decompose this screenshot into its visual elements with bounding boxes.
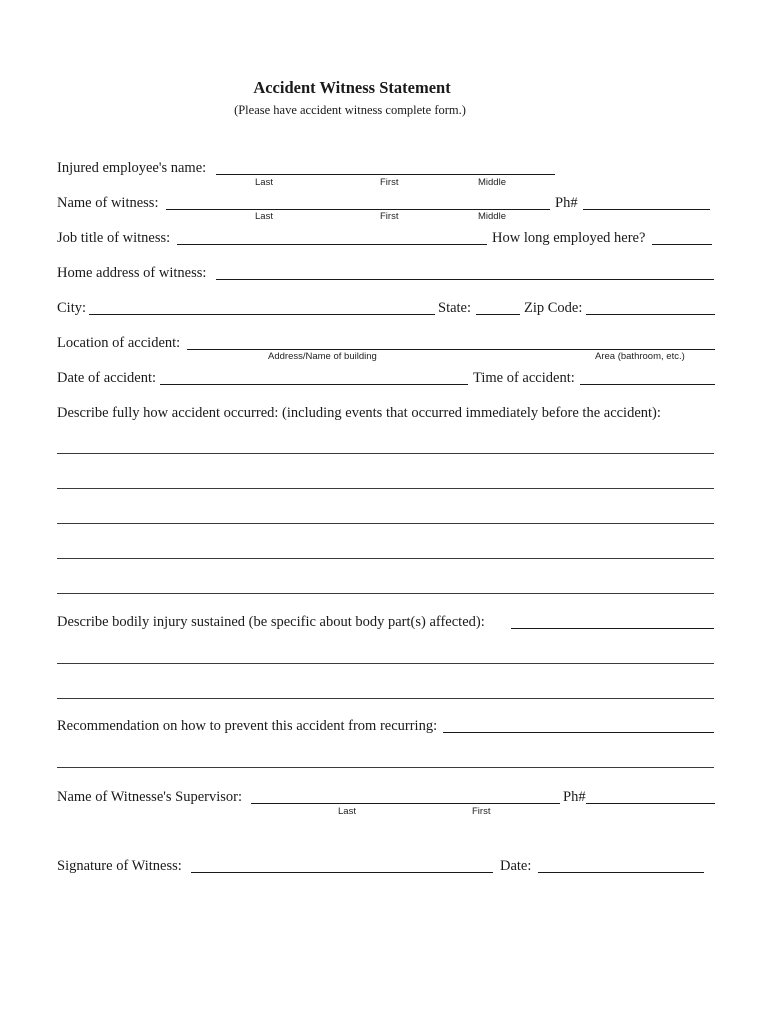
zip-field[interactable]: [586, 314, 715, 315]
witness-middle-label: Middle: [478, 211, 506, 222]
how-long-field[interactable]: [652, 244, 712, 245]
time-field[interactable]: [580, 384, 715, 385]
supervisor-last-label: Last: [338, 806, 356, 817]
how-long-label: How long employed here?: [492, 230, 646, 246]
describe-accident-line-5[interactable]: [57, 593, 714, 594]
describe-accident-label: Describe fully how accident occurred: (including events that occurred immediately before the accident):: [57, 405, 661, 421]
signature-date-label: Date:: [500, 858, 532, 874]
city-label: City:: [57, 300, 87, 316]
describe-injury-label: Describe bodily injury sustained (be specific about body part(s) affected):: [57, 614, 485, 630]
state-field[interactable]: [476, 314, 520, 315]
injured-employee-middle-label: Middle: [478, 177, 506, 188]
home-address-label: Home address of witness:: [57, 265, 207, 281]
describe-accident-line-4[interactable]: [57, 558, 714, 559]
describe-injury-line-1[interactable]: [57, 663, 714, 664]
injured-employee-last-label: Last: [255, 177, 273, 188]
describe-injury-field[interactable]: [511, 628, 714, 629]
witness-name-label: Name of witness:: [57, 195, 159, 211]
supervisor-first-label: First: [472, 806, 491, 817]
date-field[interactable]: [160, 384, 468, 385]
location-field[interactable]: [187, 349, 715, 350]
area-label: Area (bathroom, etc.): [595, 351, 685, 362]
supervisor-phone-label: Ph#: [563, 789, 586, 805]
form-title: Accident Witness Statement: [253, 78, 451, 97]
signature-field[interactable]: [191, 872, 493, 873]
witness-phone-field[interactable]: [583, 209, 710, 210]
describe-accident-line-1[interactable]: [57, 453, 714, 454]
recommendation-field[interactable]: [443, 732, 714, 733]
signature-label: Signature of Witness:: [57, 858, 182, 874]
injured-employee-field[interactable]: [216, 174, 555, 175]
witness-name-field[interactable]: [166, 209, 550, 210]
describe-injury-line-2[interactable]: [57, 698, 714, 699]
supervisor-label: Name of Witnesse's Supervisor:: [57, 789, 242, 805]
job-title-label: Job title of witness:: [57, 230, 171, 246]
zip-label: Zip Code:: [524, 300, 583, 316]
form-subtitle: (Please have accident witness complete form.): [234, 103, 466, 117]
witness-first-label: First: [380, 211, 399, 222]
signature-date-field[interactable]: [538, 872, 704, 873]
city-field[interactable]: [89, 314, 435, 315]
witness-last-label: Last: [255, 211, 273, 222]
supervisor-field[interactable]: [251, 803, 560, 804]
witness-phone-label: Ph#: [555, 195, 578, 211]
recommendation-line-1[interactable]: [57, 767, 714, 768]
date-label: Date of accident:: [57, 370, 157, 386]
job-title-field[interactable]: [177, 244, 487, 245]
describe-accident-line-2[interactable]: [57, 488, 714, 489]
time-label: Time of accident:: [473, 370, 575, 386]
injured-employee-label: Injured employee's name:: [57, 160, 207, 176]
describe-accident-line-3[interactable]: [57, 523, 714, 524]
supervisor-phone-field[interactable]: [586, 803, 715, 804]
home-address-field[interactable]: [216, 279, 714, 280]
address-building-label: Address/Name of building: [268, 351, 377, 362]
injured-employee-first-label: First: [380, 177, 399, 188]
state-label: State:: [438, 300, 472, 316]
recommendation-label: Recommendation on how to prevent this accident from recurring:: [57, 718, 438, 734]
location-label: Location of accident:: [57, 335, 181, 351]
